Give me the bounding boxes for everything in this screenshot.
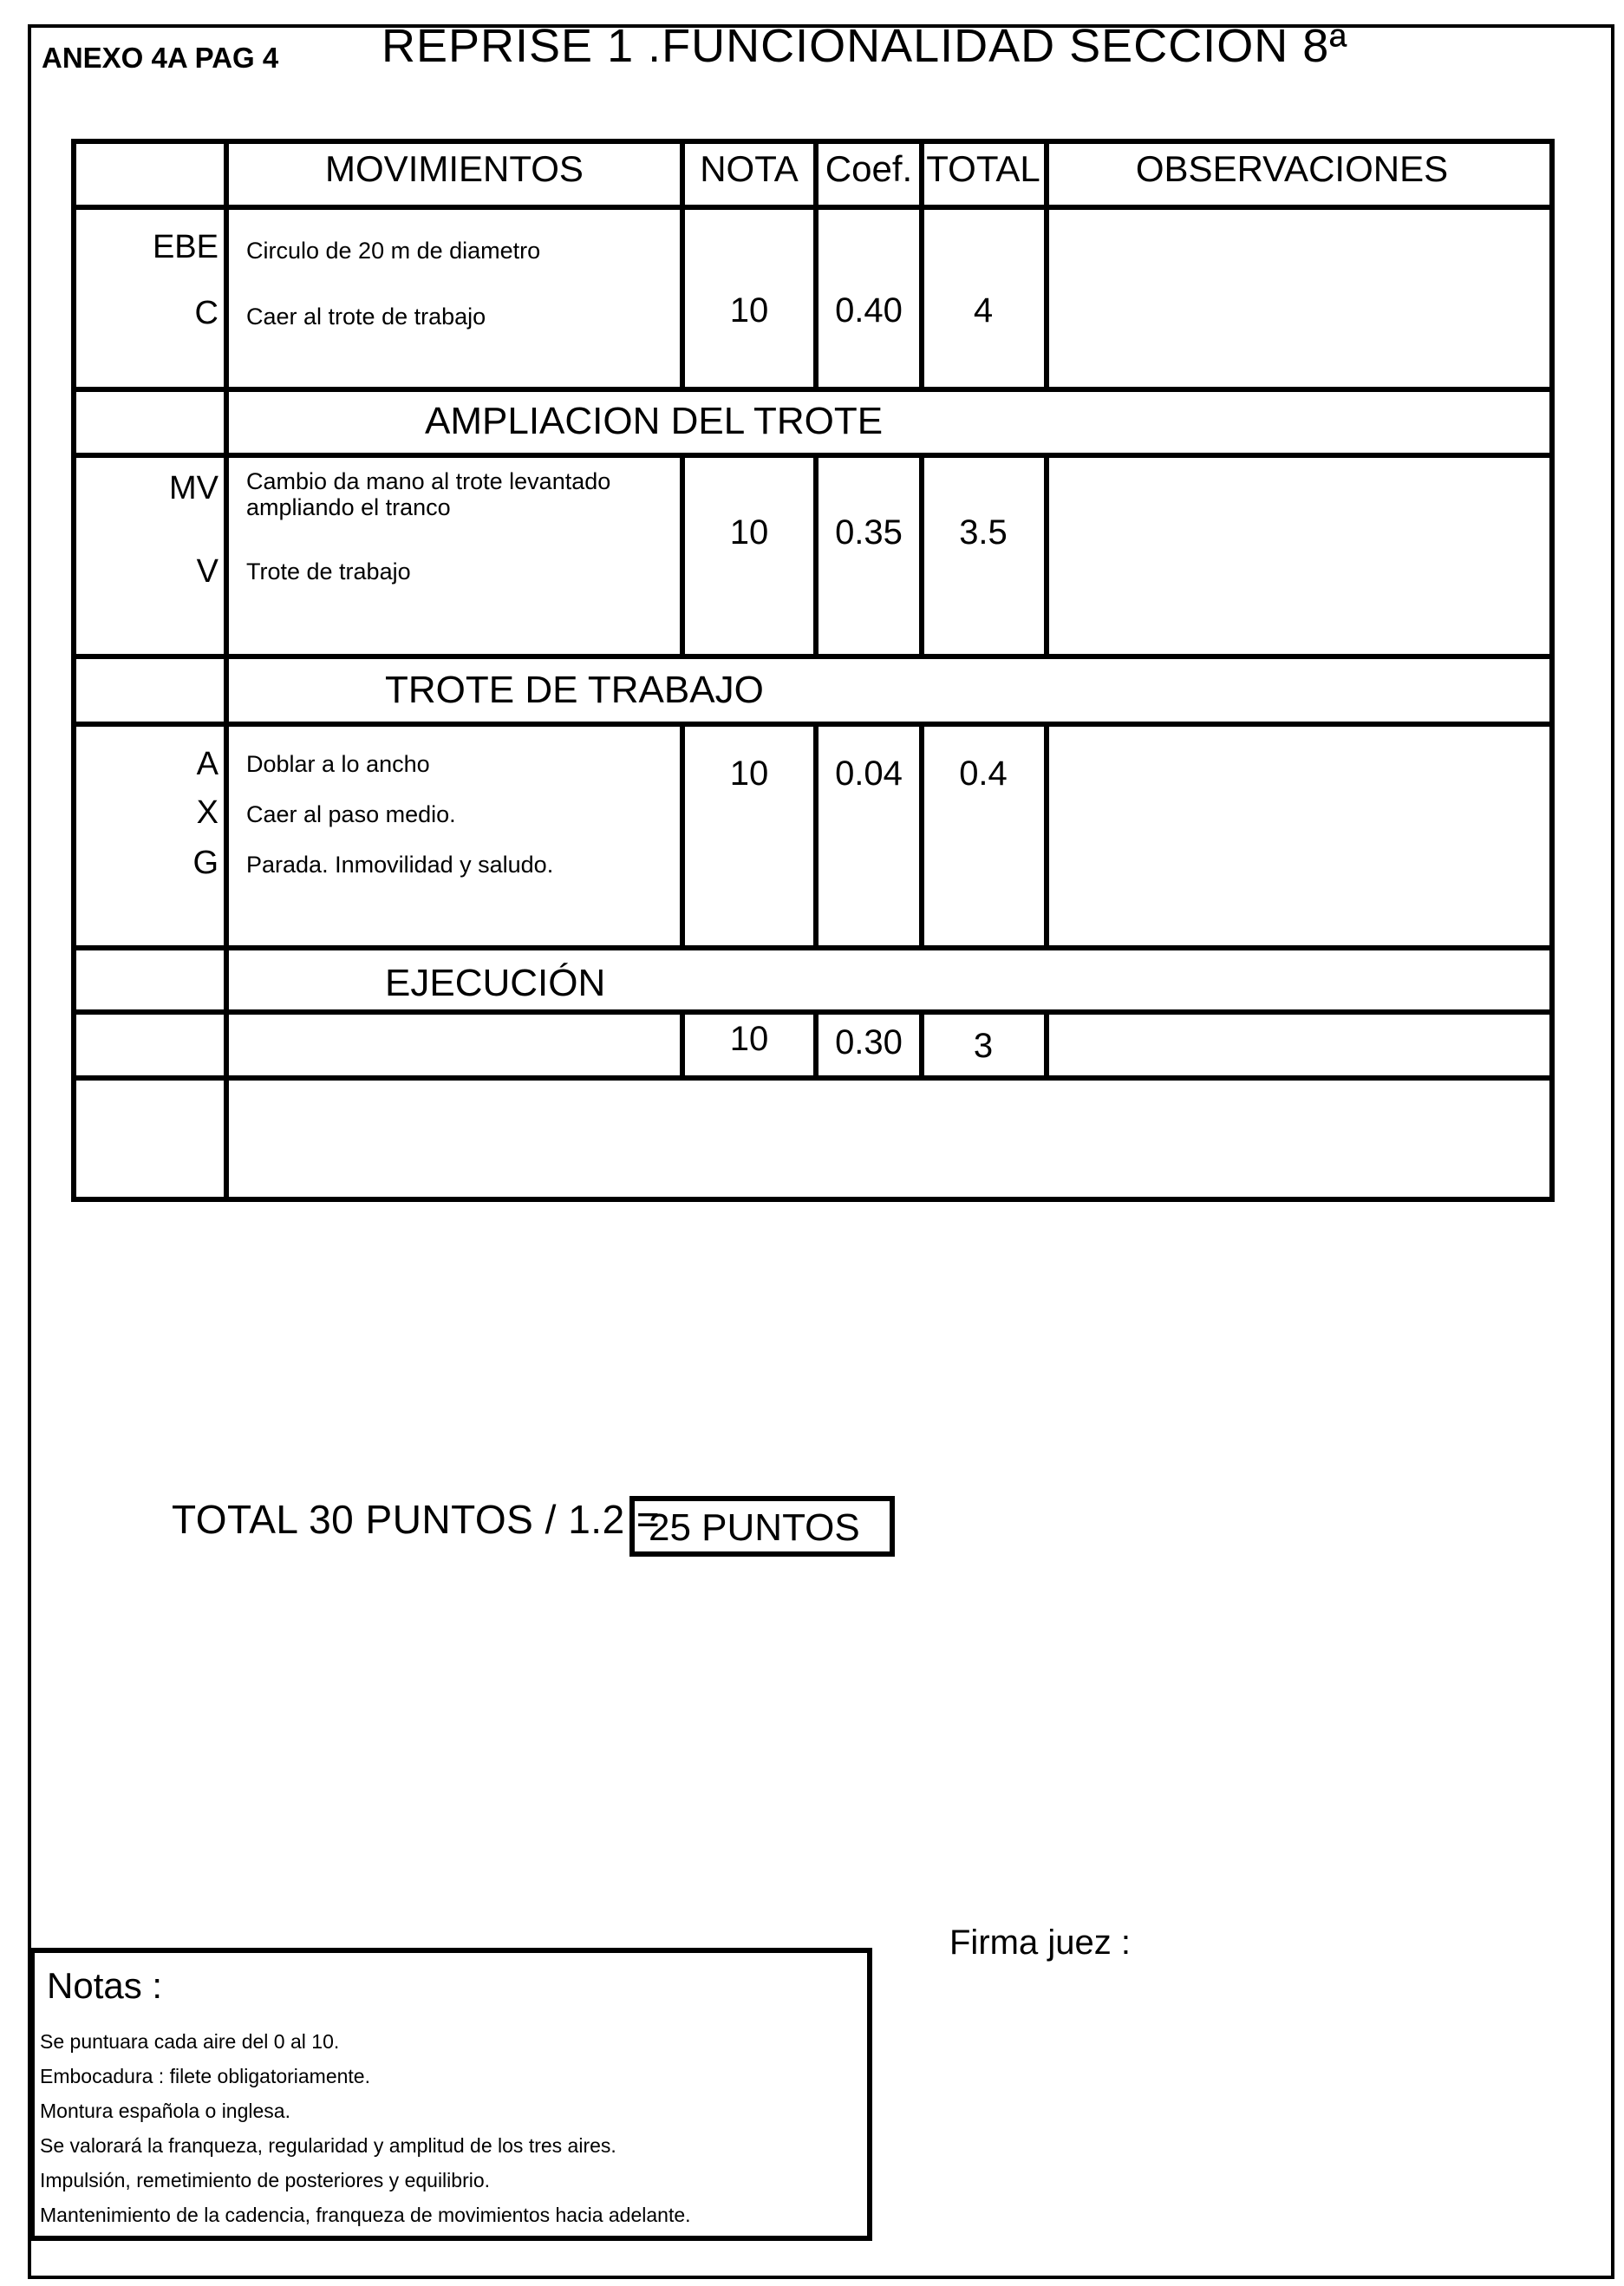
- block3-movement-1: Doblar a lo ancho: [246, 751, 430, 777]
- rule-total-col-b: [919, 453, 924, 657]
- col-header-nota: NOTA: [700, 148, 799, 189]
- note-item: Impulsión, remetimiento de posteriores y equilibrio.: [40, 2169, 491, 2191]
- section-ejecucion-title: EJECUCIÓN: [385, 962, 606, 1004]
- notes-box: [29, 1948, 872, 2241]
- block3-total: 0.4: [959, 754, 1008, 793]
- block2-nota: 10: [729, 513, 769, 552]
- block1-letter-2: C: [194, 295, 218, 331]
- rule-nota-col-b: [680, 453, 685, 657]
- note-item: Mantenimiento de la cadencia, franqueza de movimientos hacia adelante.: [40, 2204, 691, 2226]
- block1-coef: 0.40: [835, 291, 903, 330]
- annex-label: ANEXO 4A PAG 4: [42, 42, 279, 74]
- block1-movement-1: Circulo de 20 m de diametro: [246, 238, 541, 264]
- block2-coef: 0.35: [835, 513, 903, 552]
- section-trote-title: TROTE DE TRABAJO: [385, 669, 764, 711]
- total-result-box: [629, 1496, 895, 1557]
- total-result: 25 PUNTOS: [649, 1506, 860, 1549]
- block3-letter-3: G: [192, 845, 218, 881]
- block1-total: 4: [973, 291, 994, 330]
- block2-letter-2: V: [196, 553, 218, 590]
- section-ampliacion-title: AMPLIACION DEL TROTE: [425, 400, 884, 442]
- col-header-total: TOTAL: [926, 148, 1040, 189]
- block3-letter-2: X: [196, 794, 218, 831]
- note-item: Se puntuara cada aire del 0 al 10.: [40, 2030, 340, 2053]
- block2-movement-3: Trote de trabajo: [246, 558, 411, 585]
- block2-total: 3.5: [959, 513, 1008, 552]
- col-header-coef: Coef.: [825, 148, 913, 189]
- note-item: Montura española o inglesa.: [40, 2100, 290, 2122]
- block3-letter-1: A: [196, 746, 218, 782]
- block4-nota: 10: [729, 1020, 769, 1058]
- block3-nota: 10: [729, 754, 769, 793]
- block2-movement-2: ampliando el tranco: [246, 494, 451, 520]
- col-header-observaciones: OBSERVACIONES: [1135, 148, 1449, 189]
- rule-letter-col: [224, 139, 229, 1202]
- total-formula: TOTAL 30 PUNTOS / 1.2 =: [172, 1497, 661, 1542]
- block2-letter-1: MV: [169, 470, 218, 506]
- note-item: Se valorará la franqueza, regularidad y amplitud de los tres aires.: [40, 2134, 616, 2157]
- judge-signature-label: Firma juez :: [949, 1924, 1131, 1962]
- block3-movement-3: Parada. Inmovilidad y saludo.: [246, 852, 554, 878]
- block4-total: 3: [973, 1027, 994, 1065]
- notes-title: Notas :: [47, 1965, 163, 2006]
- rule-obs-col-d: [1044, 1009, 1049, 1079]
- score-table: [71, 139, 1555, 1202]
- rule-obs-col-b: [1044, 453, 1049, 657]
- block1-movement-2: Caer al trote de trabajo: [246, 304, 486, 330]
- document-title: REPRISE 1 .FUNCIONALIDAD SECCION 8ª: [382, 20, 1348, 72]
- block1-letter-1: EBE: [152, 229, 218, 265]
- col-header-movimientos: MOVIMIENTOS: [325, 148, 584, 189]
- block4-coef: 0.30: [835, 1023, 903, 1061]
- notes-list: [40, 2024, 691, 2232]
- rule-coef-col-b: [813, 453, 819, 657]
- block1-nota: 10: [729, 291, 769, 330]
- block3-movement-2: Caer al paso medio.: [246, 801, 456, 827]
- block2-movement-1: Cambio da mano al trote levantado: [246, 468, 611, 494]
- rule-obs-col-c: [1044, 722, 1049, 949]
- block3-coef: 0.04: [835, 754, 903, 793]
- note-item: Embocadura : filete obligatoriamente.: [40, 2065, 370, 2087]
